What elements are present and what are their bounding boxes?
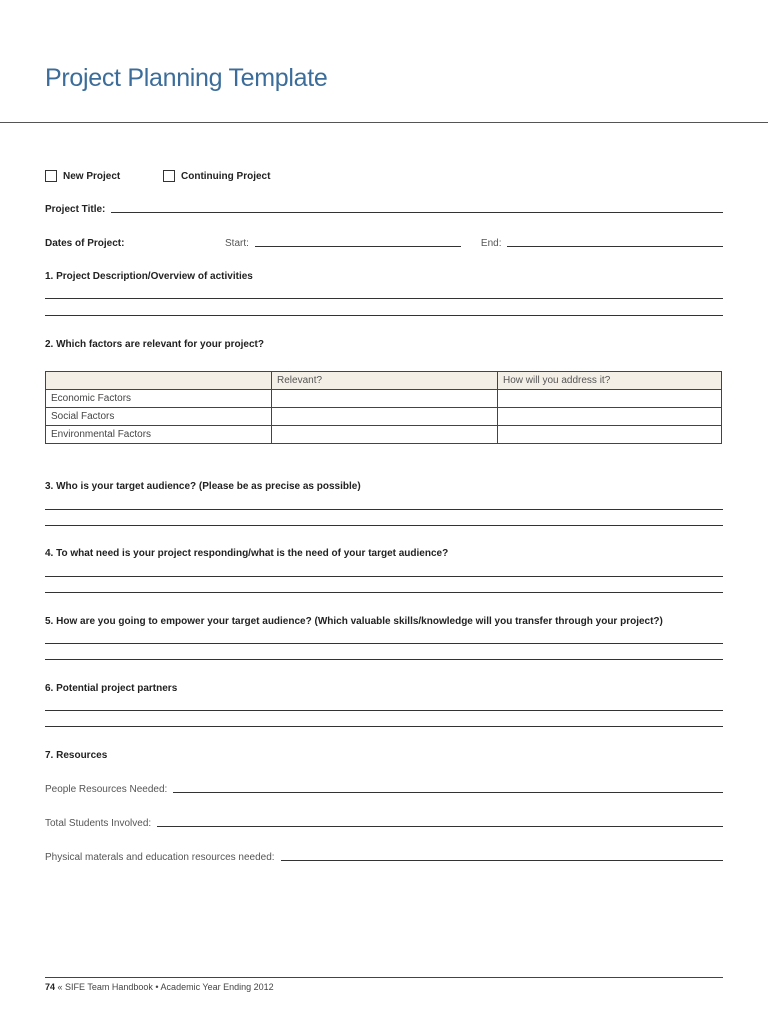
people-resources-label: People Resources Needed: [45,784,168,795]
end-date-field[interactable] [507,246,723,247]
question-5 [45,616,723,627]
environmental-address-cell[interactable] [498,426,722,444]
question-7 [45,750,723,761]
new-project-label: New Project [63,170,121,182]
project-title-label: Project Title: [45,204,106,215]
footer-divider [45,977,723,978]
q4-answer-line-2[interactable] [45,592,723,593]
dates-row [45,238,723,249]
factor-environmental: Environmental Factors [46,426,272,444]
question-3 [45,481,723,492]
header-divider [0,122,768,123]
table-header-empty [46,372,272,390]
people-resources-row [45,784,723,795]
question-3-label: 3. Who is your target audience? (Please be as precise as possible) [45,481,361,492]
q1-answer-line-2[interactable] [45,315,723,316]
table-row [46,408,722,426]
question-4 [45,548,723,559]
project-title-field[interactable] [111,212,723,213]
environmental-relevant-cell[interactable] [272,426,498,444]
economic-address-cell[interactable] [498,390,722,408]
q6-answer-line-1[interactable] [45,710,723,711]
q4-answer-line-1[interactable] [45,576,723,577]
materials-field[interactable] [281,860,723,861]
page-title: Project Planning Template [45,64,328,92]
question-7-label: 7. Resources [45,750,108,761]
factors-table [45,371,722,444]
question-6-label: 6. Potential project partners [45,683,178,694]
people-resources-field[interactable] [173,792,723,793]
q1-answer-line-1[interactable] [45,298,723,299]
table-header-row [46,372,722,390]
q3-answer-line-2[interactable] [45,525,723,526]
social-relevant-cell[interactable] [272,408,498,426]
students-label: Total Students Involved: [45,818,152,829]
q5-answer-line-2[interactable] [45,659,723,660]
start-label: Start: [225,238,249,249]
students-row [45,818,723,829]
students-field[interactable] [157,826,723,827]
continuing-project-label: Continuing Project [181,170,271,182]
page-number: 74 [45,982,56,992]
dates-label: Dates of Project: [45,238,125,249]
question-2 [45,339,723,350]
table-row [46,390,722,408]
economic-relevant-cell[interactable] [272,390,498,408]
table-header-address: How will you address it? [498,372,722,390]
q3-answer-line-1[interactable] [45,509,723,510]
new-project-checkbox[interactable] [45,170,57,182]
footer-text: « SIFE Team Handbook • Academic Year Ending 2012 [55,982,274,992]
question-2-label: 2. Which factors are relevant for your project? [45,339,264,350]
factor-social: Social Factors [46,408,272,426]
question-5-label: 5. How are you going to empower your target audience? (Which valuable skills/knowledge will you transfer through your project?) [45,616,663,627]
new-project-option[interactable] [45,170,120,182]
question-4-label: 4. To what need is your project responding/what is the need of your target audience? [45,548,449,559]
start-date-field[interactable] [255,246,461,247]
question-1-label: 1. Project Description/Overview of activities [45,271,253,282]
q5-answer-line-1[interactable] [45,643,723,644]
footer [45,982,274,992]
q6-answer-line-2[interactable] [45,726,723,727]
question-6 [45,683,723,694]
continuing-project-option[interactable] [163,170,270,182]
table-header-relevant: Relevant? [272,372,498,390]
social-address-cell[interactable] [498,408,722,426]
question-1 [45,271,723,282]
factor-economic: Economic Factors [46,390,272,408]
project-title-row [45,204,723,215]
table-row [46,426,722,444]
materials-label: Physical materals and education resources needed: [45,852,275,863]
end-label: End: [480,238,502,249]
materials-row [45,852,723,863]
continuing-project-checkbox[interactable] [163,170,175,182]
